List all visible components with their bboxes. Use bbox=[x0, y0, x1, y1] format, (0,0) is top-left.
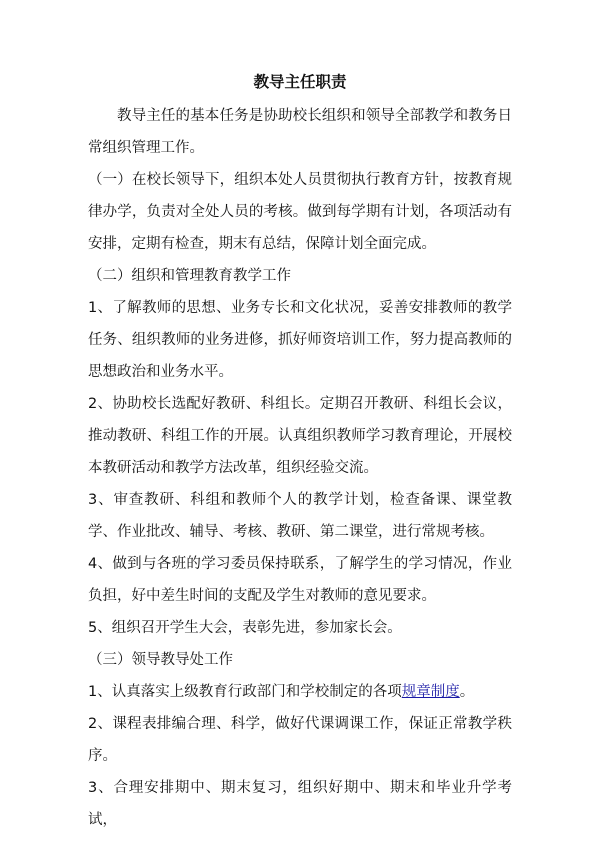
regulations-link[interactable]: 规章制度 bbox=[401, 684, 460, 700]
intro-paragraph: 教导主任的基本任务是协助校长组织和领导全部教学和教务日常组织管理工作。 bbox=[88, 108, 512, 156]
section-3-item-1-suffix: 。 bbox=[459, 684, 475, 700]
section-1-paragraph: （一）在校长领导下，组织本处人员贯彻执行教育方针，按教育规律办学，负责对全处人员的考核。做到每学期有计划，各项活动有安排，定期有检查，期末有总结，保障计划全面完成。 bbox=[88, 172, 512, 252]
section-2-heading: （二）组织和管理教育教学工作 bbox=[88, 268, 291, 284]
section-3-item-1-prefix: 1、认真落实上级教育行政部门和学校制定的各项 bbox=[88, 684, 402, 700]
section-2-item-3: 3、审查教研、科组和教师个人的教学计划，检查备课、课堂教学、作业批改、辅导、考核、教研、第二课堂，进行常规考核。 bbox=[88, 492, 512, 540]
document-title: 教导主任职责 bbox=[253, 73, 347, 91]
section-3-item-1 bbox=[88, 676, 512, 708]
section-2-item-2: 2、协助校长选配好教研、科组长。定期召开教研、科组长会议，推动教研、科组工作的开展。认真组织教师学习教育理论，开展校本教研活动和教学方法改革，组织经验交流。 bbox=[88, 396, 512, 476]
section-2-item-1: 1、了解教师的思想、业务专长和文化状况，妥善安排教师的教学任务、组织教师的业务进修，抓好师资培训工作，努力提高教师的思想政治和业务水平。 bbox=[88, 300, 512, 380]
section-2-item-5: 5、组织召开学生大会，表彰先进，参加家长会。 bbox=[88, 620, 402, 636]
section-3-item-3: 3、合理安排期中、期末复习，组织好期中、期末和毕业升学考试， bbox=[88, 780, 512, 828]
section-3-heading: （三）领导教导处工作 bbox=[88, 652, 233, 668]
section-2-item-4: 4、做到与各班的学习委员保持联系，了解学生的学习情况，作业负担，好中差生时间的支配及学生对教师的意见要求。 bbox=[88, 556, 512, 604]
section-3-item-2: 2、课程表排编合理、科学，做好代课调课工作，保证正常教学秩序。 bbox=[88, 716, 512, 764]
